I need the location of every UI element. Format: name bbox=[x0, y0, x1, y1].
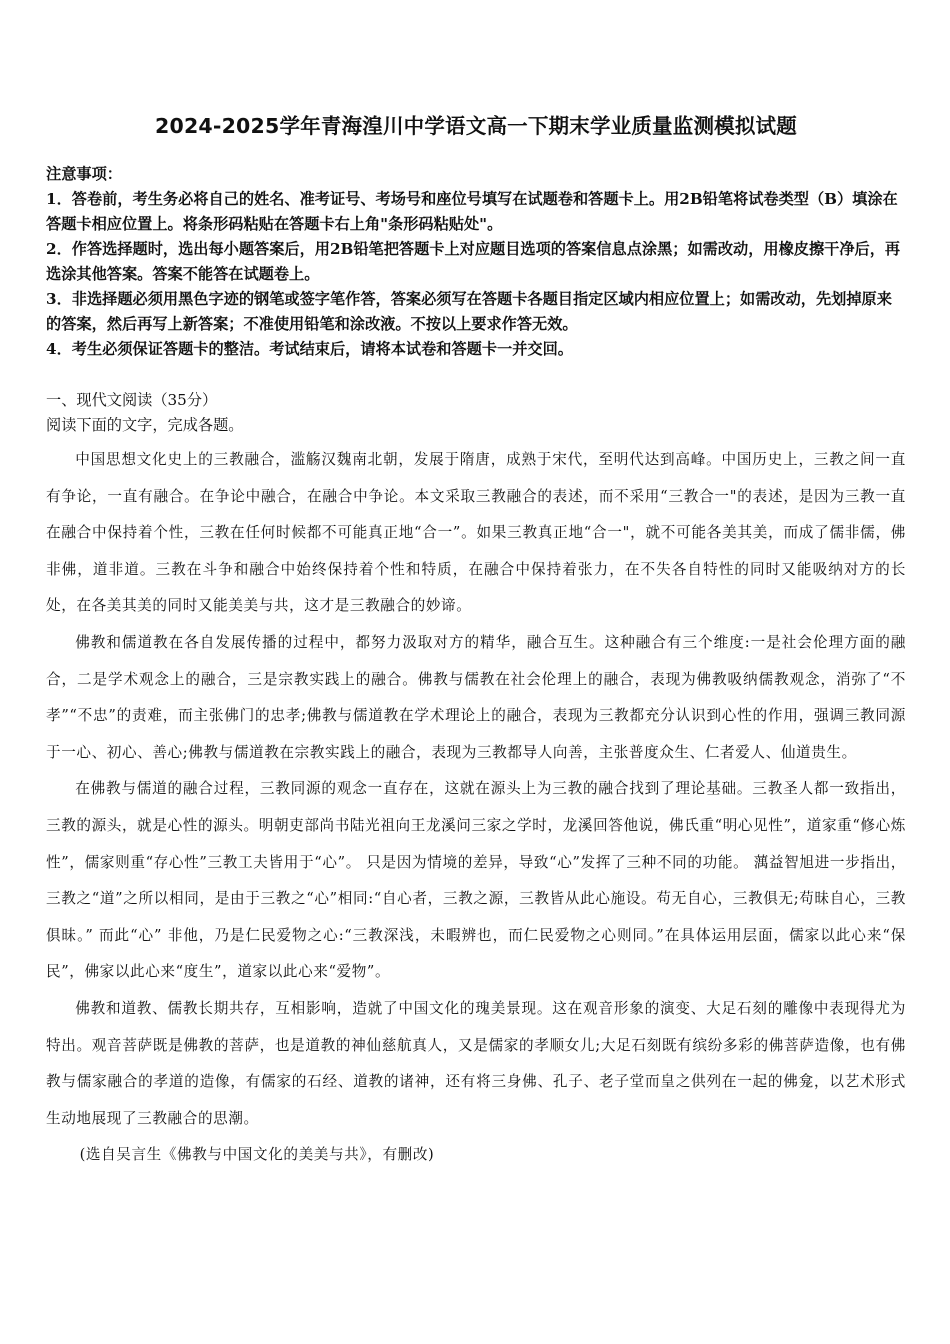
passage-paragraph-3: 在佛教与儒道的融合过程，三教同源的观念一直存在，这就在源头上为三教的融合找到了理论基础。三教圣人都一致指出，三教的源头，就是心性的源头。明朝吏部尚书陆光祖向王龙溪问三家之学时，龙溪回答他说，佛氏重“明心见性”，道家重“修心炼性”，儒家则重“存心性”三教工夫皆用于“心”。 只是因为情境的差异，导致“心”发挥了三种不同的功能。 蕅益智旭进一步指出，三教之“道”之所以相同，是由于三教之“心”相同:“自心者，三教之源，三教皆从此心施设。苟无自心，三教俱无;苟昧自心，三教俱昧。” 而此“心” 非他，乃是仁民爱物之心:“三教深浅，未暇辨也，而仁民爱物之心则同。”在具体运用层面，儒家以此心来“保民”，佛家以此心来“度生”，道家以此心来“爱物”。 bbox=[46, 780, 906, 981]
notice-heading: 注意事项： bbox=[46, 165, 122, 183]
exam-title: 2024-2025学年青海湟川中学语文高一下期末学业质量监测模拟试题 bbox=[155, 114, 797, 138]
notice-item-1: 1．答卷前，考生务必将自己的姓名、准考证号、考场号和座位号填写在试题卷和答题卡上。用2B铅笔将试卷类型（B）填涂在答题卡相应位置上。将条形码粘贴在答题卡右上角"条形码粘贴处"。 bbox=[46, 190, 898, 233]
passage-paragraph-4: 佛教和道教、儒教长期共存，互相影响，造就了中国文化的瑰美景现。这在观音形象的演变、大足石刻的雕像中表现得尤为特出。观音菩萨既是佛教的菩萨，也是道教的神仙慈航真人，又是儒家的孝顺女儿;大足石刻既有缤纷多彩的佛菩萨造像，也有佛教与儒家融合的孝道的造像，有儒家的石经、道教的诸神，还有将三身佛、孔子、老子堂而皇之供列在一起的佛龛，以艺术形式生动地展现了三教融合的思潮。 bbox=[46, 999, 906, 1127]
notice-item-3: 3．非选择题必须用黑色字迹的钢笔或签字笔作答，答案必须写在答题卡各题目指定区域内相应位置上；如需改动，先划掉原来的答案，然后再写上新答案；不准使用铅笔和涂改液。不按以上要求作答无效。 bbox=[46, 290, 892, 333]
passage-source: (选自吴言生《佛教与中国文化的美美与共》，有删改) bbox=[79, 1146, 435, 1164]
reading-instruction: 阅读下面的文字，完成各题。 bbox=[46, 416, 244, 434]
notice-item-4: 4．考生必须保证答题卡的整洁。考试结束后，请将本试卷和答题卡一并交回。 bbox=[46, 340, 573, 358]
notice-item-2: 2．作答选择题时，选出每小题答案后，用2B铅笔把答题卡上对应题目选项的答案信息点涂黑；如需改动，用橡皮擦干净后，再选涂其他答案。答案不能答在试题卷上。 bbox=[46, 240, 901, 283]
passage-paragraph-2: 佛教和儒道教在各自发展传播的过程中，都努力汲取对方的精华，融合互生。这种融合有三个维度:一是社会伦理方面的融合，二是学术观念上的融合，三是宗教实践上的融合。佛教与儒教在社会伦理上的融合，表现为佛教吸纳儒教观念，消弥了“不孝”“不忠”的责难，而主张佛门的忠孝;佛教与儒道教在学术理论上的融合，表现为三教都充分认识到心性的作用，强调三教同源于一心、初心、善心;佛教与儒道教在宗教实践上的融合，表现为三教都导人向善，主张普度众生、仁者爱人、仙道贵生。 bbox=[46, 633, 906, 761]
notice-block bbox=[46, 162, 906, 362]
reading-passage bbox=[46, 442, 906, 1137]
section-heading: 一、现代文阅读（35分） bbox=[46, 391, 218, 409]
passage-paragraph-1: 中国思想文化史上的三教融合，滥觞汉魏南北朝，发展于隋唐，成熟于宋代，至明代达到高峰。中国历史上，三教之间一直有争论，一直有融合。在争论中融合，在融合中争论。本文采取三教融合的表述，而不采用“三教合一"的表述，是因为三教一直在融合中保持着个性，三教在任何时候都不可能真正地“合一”。如果三教真正地“合一"，就不可能各美其美，而成了儒非儒，佛非佛，道非道。三教在斗争和融合中始终保持着个性和特质，在融合中保持着张力，在不失各自特性的同时又能吸纳对方的长处，在各美其美的同时又能美美与共，这才是三教融合的妙谛。 bbox=[46, 451, 906, 615]
